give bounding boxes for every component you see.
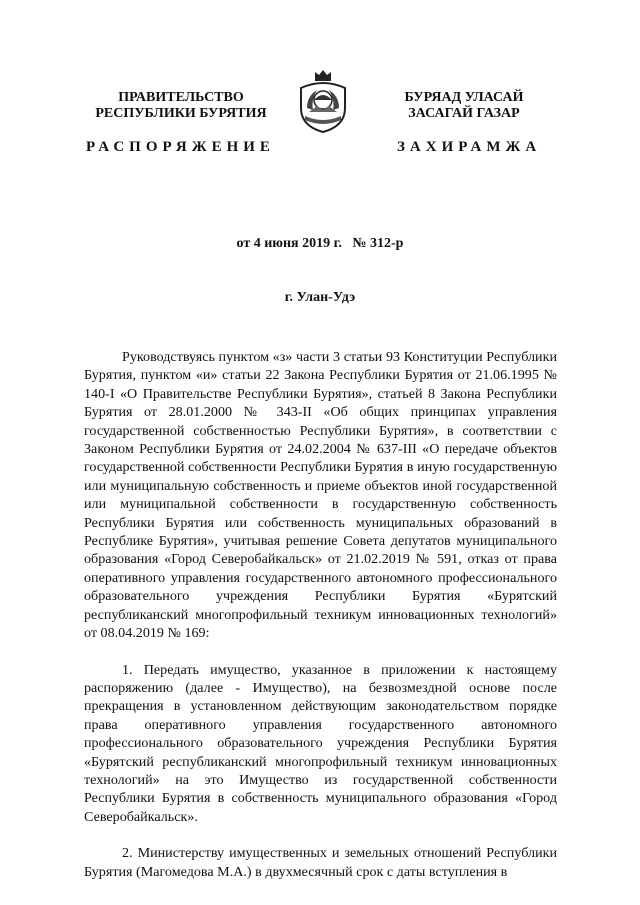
- issuer-russian-line2: РЕСПУБЛИКИ БУРЯТИЯ: [95, 106, 267, 121]
- document-number: № 312-р: [352, 236, 404, 251]
- issuer-buryat: [374, 90, 554, 122]
- document-kind-russian: РАСПОРЯЖЕНИЕ: [86, 139, 275, 155]
- item-2-paragraph: 2. Министерству имущественных и земельных отношений Республики Бурятия (Магомедова М.А.) в двухмесячный срок с даты вступления в: [84, 845, 557, 880]
- issuer-buryat-line1: БУРЯАД УЛАСАЙ: [404, 90, 524, 105]
- issuer-russian: [76, 90, 286, 122]
- city-line: г. Улан-Удэ: [284, 290, 356, 305]
- date-number-line: [0, 236, 640, 252]
- issuer-russian-line1: ПРАВИТЕЛЬСТВО: [118, 90, 244, 105]
- coat-of-arms-icon: [297, 68, 349, 134]
- preamble-paragraph: Руководствуясь пунктом «з» части 3 статьи 93 Конституции Республики Бурятия, пунктом «и» статьи 22 Закона Республики Бурятия от 21.06.1995 № 140-I «О Правительстве Республики Бурятия», статьей 8 Закона Республики Бурятия от 28.01.2000 № 343-II «Об общих принципах управления государственной собственностью Республики Бурятия», в соответствии с Законом Республики Бурятия от 24.02.2004 № 637-III «О передаче объектов государственной собственности Республики Бурятия в иную государственную или муниципальную собственность и приеме объектов иной государственной или муниципальной собственности в государственную собственность Республики Бурятия или собственность муниципальных образований в Республике Бурятия», учитывая решение Совета депутатов муниципального образования «Город Северобайкальск» от 21.02.2019 № 591, отказ от права оперативного управления государственного автономного профессионального образовательного учреждения Республики Бурятия «Бурятский республиканский многопрофильный техникум инновационных технологий» от 08.04.2019 № 169:: [84, 349, 557, 642]
- document-date: от 4 июня 2019 г.: [236, 236, 342, 251]
- item-1-paragraph: 1. Передать имущество, указанное в приложении к настоящему распоряжению (далее - Имущество), на безвозмездной основе после прекращения в установленном действующим законодательством порядке права оперативного управления государственного автономного профессионального образовательного учреждения Республики Бурятия «Бурятский республиканский многопрофильный техникум инновационных технологий» на это Имущество из государственной собственности Республики Бурятия в собственность муниципального образования «Город Северобайкальск».: [84, 661, 557, 825]
- document-kind-buryat: ЗАХИРАМЖА: [397, 139, 542, 155]
- issuer-buryat-line2: ЗАСАГАЙ ГАЗАР: [408, 106, 520, 121]
- document-body: [84, 348, 557, 899]
